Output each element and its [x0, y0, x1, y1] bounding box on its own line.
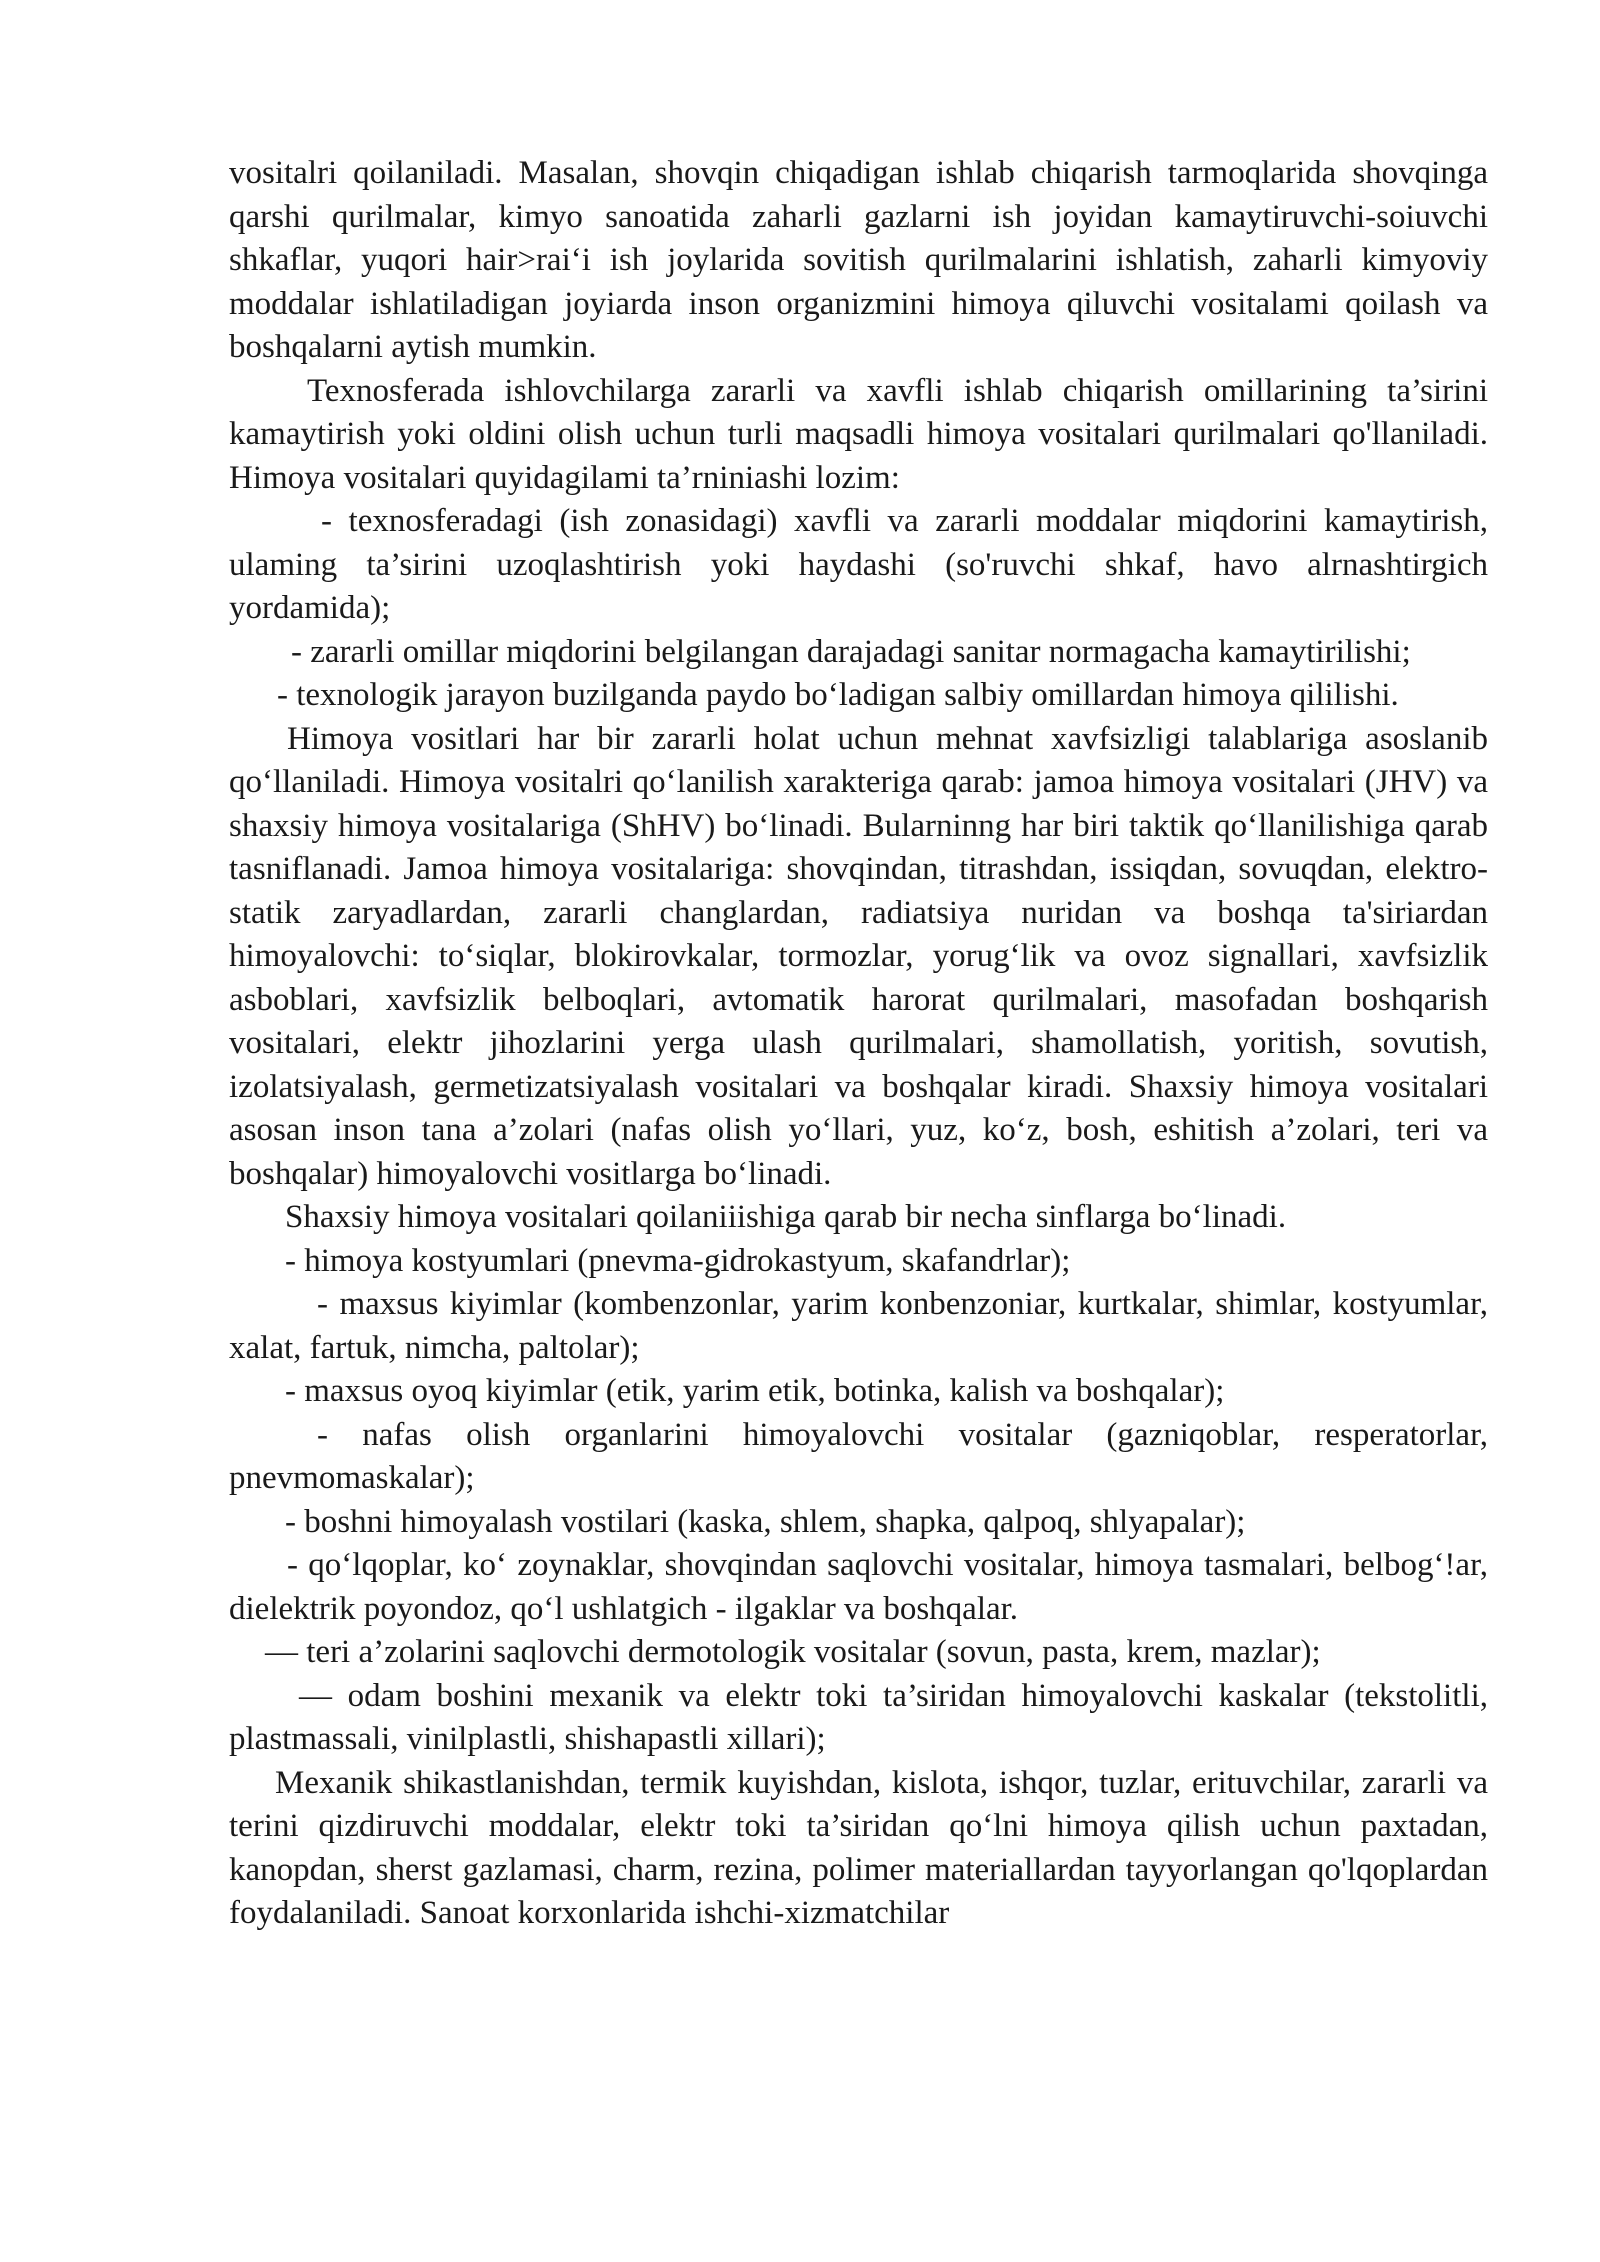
- paragraph: Shaxsiy himoya vositalari qoilaniiishiga qarab bir necha sinflarga bo‘linadi.: [285, 1199, 1287, 1235]
- list-item: - texnosferadagi (ish zonasidagi) xavfli va zararli moddalar miqdorini kamaytirish, ulaming ta’sirini uzoqlashtirish yoki haydashi (so'ruvchi shkaf, havo alrnashtirgich yordamida);: [229, 503, 1488, 626]
- document-page: [229, 152, 1488, 1936]
- list-item: — teri a’zolarini saqlovchi dermotologik vositalar (sovun, pasta, krem, mazlar);: [265, 1634, 1321, 1670]
- list-item: — odam boshini mexanik va elektr toki ta’siridan himoyalovchi kaskalar (tekstolitli, plastmassali, vinilplastli, shishapastli xillari);: [229, 1677, 1488, 1757]
- list-item: - nafas olish organlarini himoyalovchi vositalar (gazniqoblar, resperatorlar, pnevmomaskalar);: [229, 1416, 1488, 1496]
- paragraph: vositalri qoilaniladi. Masalan, shovqin chiqadigan ishlab chiqarish tarmoqlarida shovqinga qarshi qurilmalar, kimyo sanoatida zaharli gazlarni ish joyidan kamaytiruvchi-soiuvchi shkaflar, yuqori hair>rai‘i ish joylarida sovitish qurilmalarini ishlatish, zaharli kimyoviy moddalar ishlatiladigan joyiarda inson organizmini himoya qiluvchi vositalami qoilash va boshqalarni aytish mumkin.: [229, 155, 1488, 365]
- list-item: - zararli omillar miqdorini belgilangan darajadagi sanitar normagacha kamaytirilishi;: [291, 633, 1411, 670]
- paragraph: Himoya vositlari har bir zararli holat uchun mehnat xavfsizligi talablariga asoslanib qo‘llaniladi. Himoya vositalri qo‘lanilish xarakteriga qarab: jamoa himoya vositalari (JHV) va shaxsiy himoya vositalariga (ShHV) bo‘linadi. Bularninng har biri taktik qo‘llanilishiga qarab tasniflanadi. Jamoa himoya vositalariga: shovqindan, titrashdan, issiqdan, sovuqdan, elektro-statik zaryadlardan, zararli changlardan, radiatsiya nuridan va boshqa ta'siriardan himoyalovchi: to‘siqlar, blokirovkalar, tormozlar, yorug‘lik va ovoz signallari, xavfsizlik asboblari, xavfsizlik belboqlari, avtomatik harorat qurilmalari, masofadan boshqarish vositalari, elektr jihozlarini yerga ulash qurilmalari, shamollatish, yoritish, sovutish, izolatsiyalash, germetizatsiyalash vositalari va boshqalar kiradi. Shaxsiy himoya vositalari asosan inson tana a’zolari (nafas olish yo‘llari, yuz, ko‘z, bosh, eshitish a’zolari, teri va boshqalar) himoyalovchi vositlarga bo‘linadi.: [229, 720, 1488, 1192]
- list-item: - himoya kostyumlari (pnevma-gidrokastyum, skafandrlar);: [285, 1242, 1071, 1279]
- list-item: - boshni himoyalash vostilari (kaska, shlem, shapka, qalpoq, shlyapalar);: [285, 1503, 1246, 1540]
- list-item: - maxsus kiyimlar (kombenzonlar, yarim konbenzoniar, kurtkalar, shimlar, kostyumlar, xalat, fartuk, nimcha, paltolar);: [229, 1286, 1488, 1366]
- paragraph: Mexanik shikastlanishdan, termik kuyishdan, kislota, ishqor, tuzlar, erituvchilar, zararli va terini qizdiruvchi moddalar, elektr toki ta’siridan qo‘lni himoya qilish uchun paxtadan, kanopdan, sherst gazlamasi, charm, rezina, polimer materiallardan tayyorlangan qo'lqoplardan foydalaniladi. Sanoat korxonlarida ishchi-xizmatchilar: [229, 1764, 1488, 1931]
- paragraph: Texnosferada ishlovchilarga zararli va xavfli ishlab chiqarish omillarining ta’sirini kamaytirish yoki oldini olish uchun turli maqsadli himoya vositalari qurilmalari qo'llaniladi. Himoya vositalari quyidagilami ta’rniniashi lozim:: [229, 372, 1488, 496]
- list-item: - texnologik jarayon buzilganda paydo bo‘ladigan salbiy omillardan himoya qililishi.: [277, 677, 1399, 713]
- list-item: - maxsus oyoq kiyimlar (etik, yarim etik, botinka, kalish va boshqalar);: [285, 1373, 1225, 1409]
- list-item: - qo‘lqoplar, ko‘ zoynaklar, shovqindan saqlovchi vositalar, himoya tasmalari, belbog‘!ar, dielektrik poyondoz, qo‘l ushlatgich - ilgaklar va boshqalar.: [229, 1547, 1488, 1627]
